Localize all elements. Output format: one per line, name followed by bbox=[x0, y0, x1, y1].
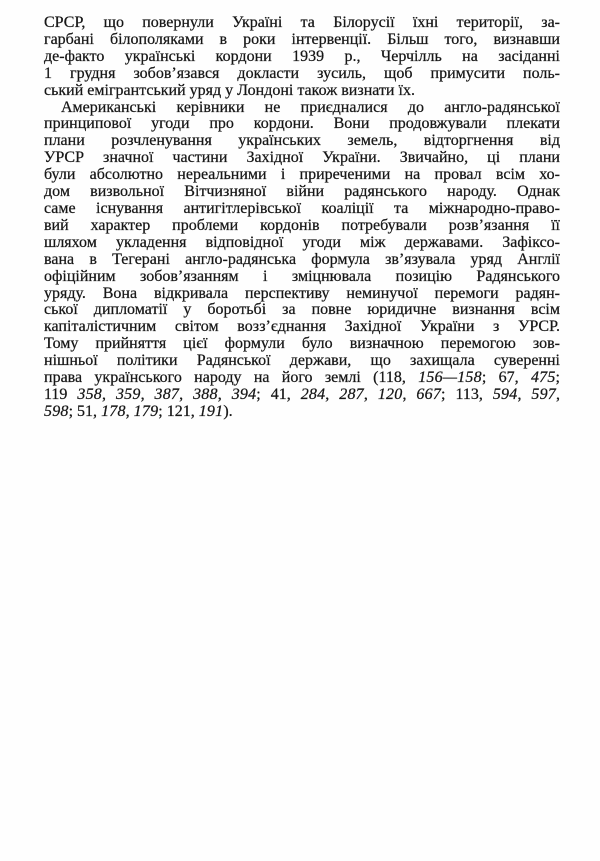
italic-citation-number: 359 bbox=[115, 385, 141, 403]
italic-citation-number: 594 bbox=[492, 385, 518, 403]
italic-citation-number: 287 bbox=[339, 385, 364, 403]
text-line: Тому прийняття цієї формули було визначною перемогою зов- bbox=[44, 335, 560, 353]
text-line: нішньої політики Радянської держави, що захищала суверенні bbox=[44, 352, 560, 370]
text-line: Американські керівники не приєдналися до англо-радянської bbox=[61, 98, 560, 116]
italic-citation-number: 475 bbox=[530, 369, 556, 387]
text-line: гарбані білополяками в роки інтервенції. Більш того, визнавши bbox=[44, 30, 560, 48]
text-line: шляхом укладення відповідної угоди між державами. Зафіксо- bbox=[44, 233, 560, 251]
text-line: офіційним зобов’язанням і зміцнювала позицію Радянського bbox=[44, 267, 560, 285]
text-line: права українського народу на його землі (118, 156—158; 67, 475; bbox=[44, 369, 560, 387]
italic-citation-number: 191 bbox=[198, 402, 224, 420]
italic-citation-number: 394 bbox=[231, 385, 257, 403]
text-line: уряду. Вона відкривала перспективу неминучої перемоги радян- bbox=[44, 284, 560, 302]
text-line: УРСР значної частини Західної України. Звичайно, ці плани bbox=[44, 149, 560, 167]
text-line: де-факто українські кордони 1939 р., Черчілль на засіданні bbox=[44, 47, 560, 65]
text-line: 119 358, 359, 387, 388, 394; 41, 284, 287, 120, 667; 113, 594, 597, bbox=[44, 385, 561, 403]
text-line: 598; 51, 178, 179; 121, 191). bbox=[44, 402, 233, 420]
text-line: принципової угоди про кордони. Вони продовжували плекати bbox=[44, 115, 560, 133]
italic-citation-number: 120 bbox=[377, 385, 403, 403]
italic-citation-number: 179 bbox=[133, 402, 159, 420]
text-line: саме існування антигітлерівської коаліції та міжнародно-право- bbox=[44, 199, 560, 217]
italic-citation-number: 597 bbox=[531, 385, 557, 403]
italic-citation-number: 358 bbox=[77, 385, 102, 403]
text-line: СРСР, що повернули Україні та Білорусії їхні території, за- bbox=[44, 14, 560, 31]
italic-citation-number: 178 bbox=[101, 402, 126, 420]
italic-citation-number: 156—158 bbox=[418, 369, 482, 387]
page-text bbox=[44, 15, 560, 421]
text-line: вана в Тегерані англо-радянська формула зв’язувала уряд Англії bbox=[44, 250, 560, 268]
text-line: ський емігрантський уряд у Лондоні також визнати їх. bbox=[44, 81, 415, 99]
text-line: 1 грудня зобов’язався докласти зусиль, щоб примусити поль- bbox=[44, 64, 560, 82]
italic-citation-number: 667 bbox=[416, 385, 442, 403]
text-line: ської дипломатії у боротьбі за повне юридичне визнання всім bbox=[44, 301, 560, 319]
text-line: плани розчленування українських земель, відторгнення від bbox=[44, 132, 560, 150]
text-line: вий характер проблеми кордонів потребували розв’язання її bbox=[44, 216, 560, 234]
italic-citation-number: 598 bbox=[44, 402, 69, 420]
italic-citation-number: 284 bbox=[300, 385, 326, 403]
italic-citation-number: 388 bbox=[193, 385, 218, 403]
italic-citation-number: 387 bbox=[154, 385, 180, 403]
text-line: капіталістичним світом возз’єднання Західної України з УРСР. bbox=[44, 318, 560, 336]
text-line: були абсолютно нереальними і приреченими на провал всім хо- bbox=[44, 166, 560, 184]
text-line: дом визвольної Вітчизняної війни радянського народу. Однак bbox=[44, 183, 560, 201]
